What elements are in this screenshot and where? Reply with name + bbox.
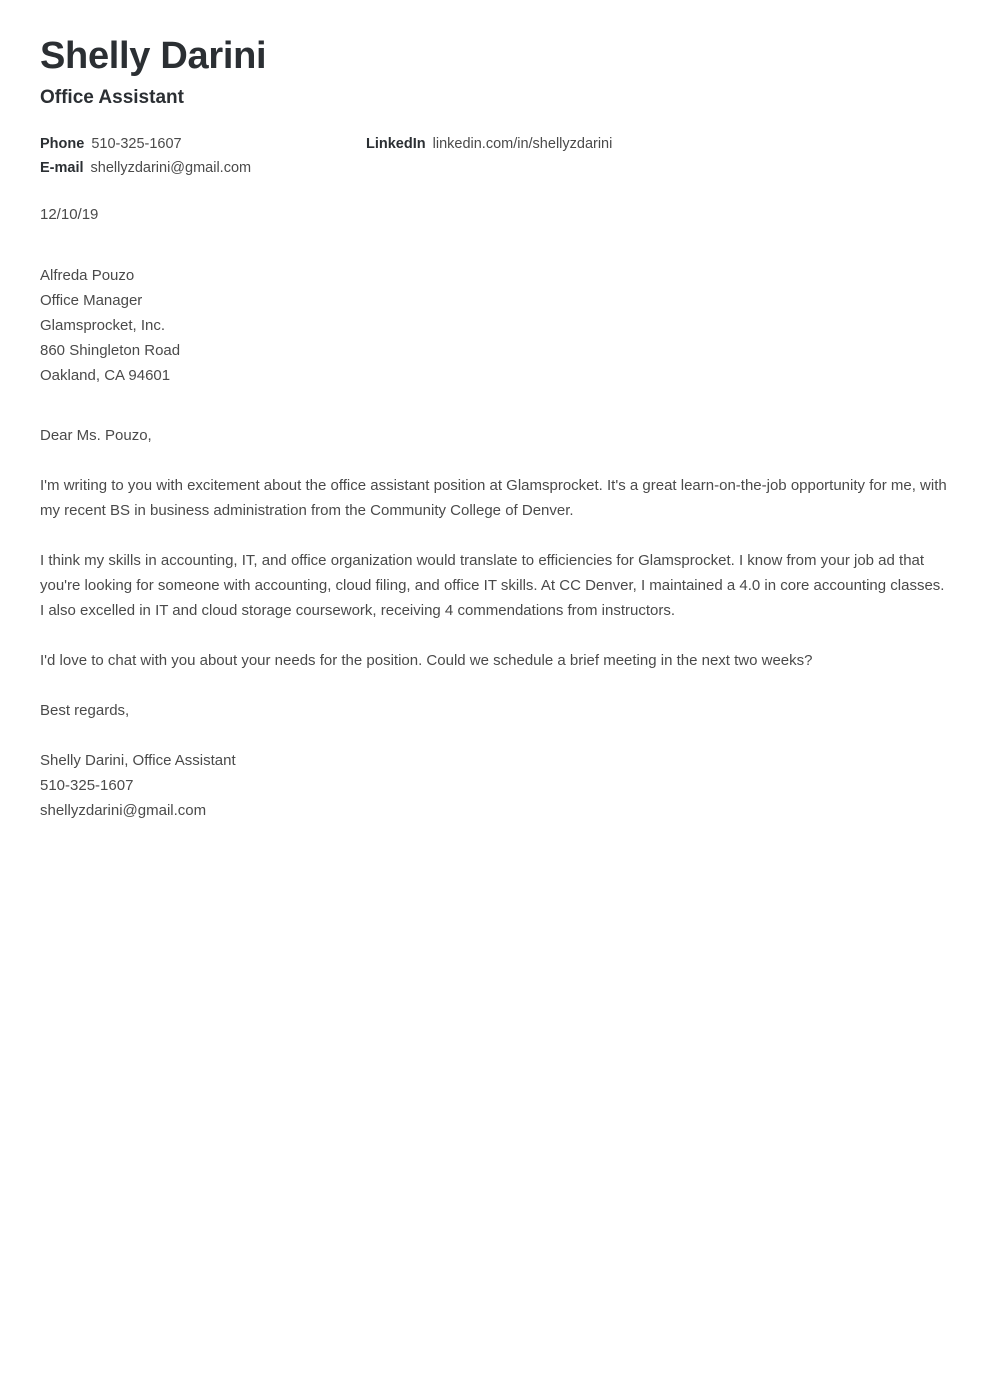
body-paragraph-3: I'd love to chat with you about your needs for the position. Could we schedule a brief meeting in the next two weeks?	[40, 651, 813, 669]
linkedin-label: LinkedIn	[366, 135, 426, 152]
recipient-city-state-zip: Oakland, CA 94601	[40, 366, 171, 384]
recipient-name: Alfreda Pouzo	[40, 266, 135, 284]
linkedin-value[interactable]: linkedin.com/in/shellyzdarini	[432, 135, 613, 152]
phone-value: 510-325-1607	[91, 135, 182, 152]
letter-header	[40, 0, 950, 110]
recipient-company: Glamsprocket, Inc.	[40, 316, 166, 334]
signature-block	[40, 748, 950, 823]
signoff: Best regards,	[40, 701, 130, 719]
contact-phone	[40, 136, 366, 152]
contact-row-email	[40, 160, 950, 176]
contact-email	[40, 160, 366, 176]
letter-date: 12/10/19	[40, 205, 99, 223]
signature-phone: 510-325-1607	[40, 776, 134, 794]
contact-linkedin	[366, 136, 612, 152]
contact-block	[40, 136, 950, 176]
email-label: E-mail	[40, 159, 84, 176]
salutation: Dear Ms. Pouzo,	[40, 426, 152, 444]
phone-label: Phone	[40, 135, 85, 152]
recipient-street: 860 Shingleton Road	[40, 341, 181, 359]
email-value[interactable]: shellyzdarini@gmail.com	[90, 159, 252, 176]
recipient-address-block	[40, 263, 950, 388]
body-paragraph-1: I'm writing to you with excitement about the office assistant position at Glamsprocket. It's a great learn-on-the-job opportunity for me, with my recent BS in business administration from the Community College of Denver.	[40, 476, 947, 519]
recipient-title: Office Manager	[40, 291, 143, 309]
signature-name-title: Shelly Darini, Office Assistant	[40, 751, 236, 769]
candidate-name: Shelly Darini	[40, 35, 267, 77]
signature-email[interactable]: shellyzdarini@gmail.com	[40, 801, 207, 819]
contact-row-phone-linkedin	[40, 136, 950, 152]
letter-body	[40, 423, 950, 723]
candidate-job-title: Office Assistant	[40, 87, 184, 109]
body-paragraph-2: I think my skills in accounting, IT, and office organization would translate to efficiencies for Glamsprocket. I know from your job ad that you're looking for someone with accounting, cloud filing, and office IT skills. At CC Denver, I maintained a 4.0 in core accounting classes. I also excelled in IT and cloud storage coursework, receiving 4 commendations from instructors.	[40, 551, 945, 619]
